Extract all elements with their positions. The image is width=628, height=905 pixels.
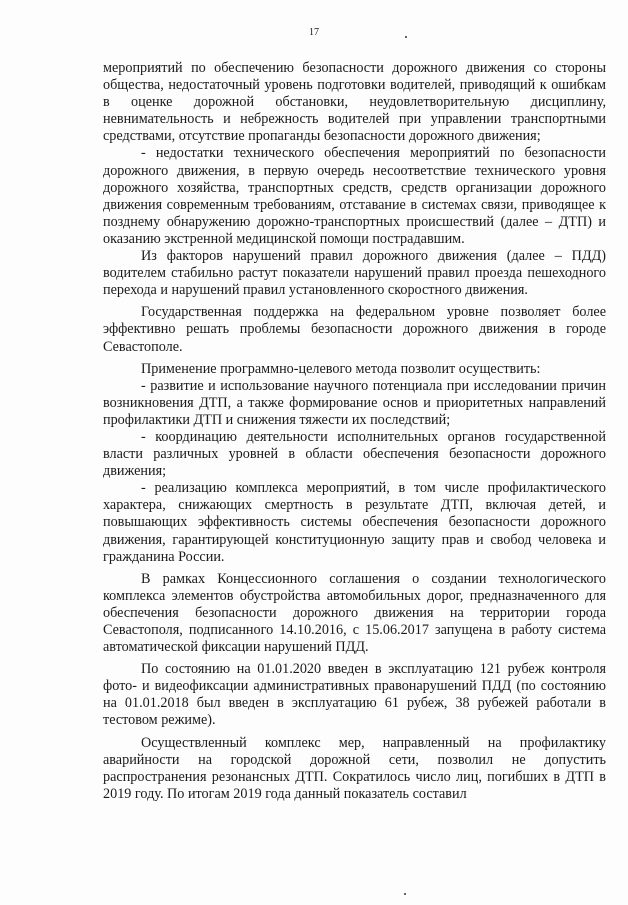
paragraph-state-support: Государственная поддержка на федеральном уровне позволяет более эффективно решать проблемы безопасности дорожного движения в городе Севастополе. — [103, 304, 606, 355]
paragraph-results: Осуществленный комплекс мер, направленный на профилактику аварийности на городской дорожной сети, позволил не допустить распространения резонансных ДТП. Сократилось число лиц, погибших в ДТП в 2019 году. По итогам 2019 года данный показатель составил — [103, 734, 606, 802]
list-item-measures: - реализацию комплекса мероприятий, в том числе профилактического характера, снижающих смертность в результате ДТП, включая детей, и повышающих эффективность системы обеспечения безопасности дорожного движения, гарантирующей конституционную защиту прав и свобод человека и гражданина России. — [103, 480, 606, 565]
scan-speck — [405, 36, 407, 38]
body-text — [103, 60, 606, 803]
page-number: 17 — [309, 27, 319, 38]
paragraph-violation-factors: Из факторов нарушений правил дорожного движения (далее – ПДД) водителем стабильно растут показатели нарушений правил проезда пешеходного перехода и нарушений правил установленного скоростного движения. — [103, 248, 606, 299]
scan-speck — [404, 893, 406, 895]
list-item-coordination: - координацию деятельности исполнительных органов государственной власти различных уровней в области обеспечения безопасности дорожного движения; — [103, 428, 606, 480]
paragraph-control-points: По состоянию на 01.01.2020 введен в эксплуатацию 121 рубеж контроля фото- и видеофиксации административных правонарушений ПДД (по состоянию на 01.01.2018 был введен в эксплуатацию 61 рубеж, 38 рубежей работали в тестовом режиме). — [103, 661, 606, 729]
paragraph-concession: В рамках Концессионного соглашения о создании технологического комплекса элементов обустройства автомобильных дорог, предназначенного для обеспечения безопасности дорожного движения на территории города Севастополя, подписанного 14.10.2016, с 15.06.2017 запущена в работу система автоматической фиксации нарушений ПДД. — [103, 570, 606, 656]
list-item-research: - развитие и использование научного потенциала при исследовании причин возникновения ДТП, а также формирование основ и приоритетных направлений профилактики ДТП и снижения тяжести их последствий; — [103, 377, 606, 428]
paragraph-method-intro: Применение программно-целевого метода позволит осуществить: — [141, 360, 541, 377]
paragraph-continuation: мероприятий по обеспечению безопасности дорожного движения со стороны общества, недостаточный уровень подготовки водителей, приводящий к ошибкам в оценке дорожной обстановки, неудовлетворительную дисциплину, невнимательность и небрежность водителей при управлении транспортными средствами, отсутствие пропаганды безопасности дорожного движения; — [103, 60, 606, 145]
paragraph-technical-shortcomings: - недостатки технического обеспечения мероприятий по безопасности дорожного движения, в первую очередь несоответствие технического уровня дорожного хозяйства, транспортных средств, средств организации дорожного движения современным требованиям, отставание в системах связи, приводящее к позднему обнаружению дорожно-транспортных происшествий (далее – ДТП) и оказанию экстренной медицинской помощи пострадавшим. — [103, 145, 606, 247]
